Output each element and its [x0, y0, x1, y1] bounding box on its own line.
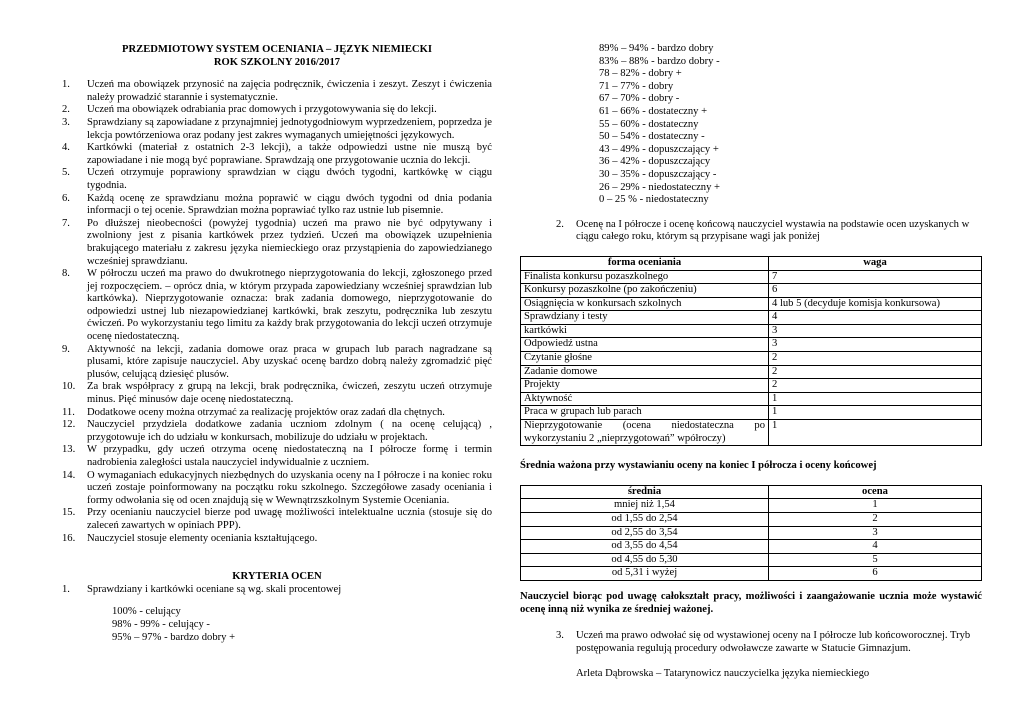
rule-number: 16. — [62, 532, 76, 544]
rule-item — [62, 117, 492, 142]
weights-header-weight: waga — [769, 256, 982, 270]
weights-table-header — [521, 256, 982, 270]
rule-item — [62, 419, 492, 444]
grade-scale-line: 67 – 70% - dobry - — [599, 93, 680, 105]
rule-text: Za brak współpracy z grupą na lekcji, brak podręcznika, ćwiczeń, zeszytu uczeń otrzymuje minus. Pięć minusów daje ocenę niedostateczną. — [87, 381, 492, 406]
grade-scale-line: 100% - celujący — [112, 606, 181, 618]
average-grade-cell: 3 — [769, 526, 982, 540]
average-grade-cell: 1 — [769, 499, 982, 513]
weights-value-cell: 3 — [769, 338, 982, 352]
criteria-item-2-text: Ocenę na I półrocze i ocenę końcową nauczyciel wystawia na podstawie ocen uzyskanych w ciągu całego roku, którym są przypisane wagi jak poniżej — [576, 218, 970, 243]
rule-text: Każdą ocenę ze sprawdzianu można poprawić w ciągu dwóch tygodni od dnia podania informacji o tej ocenie. Sprawdzian można poprawiać tylko raz ustnie lub pisemnie. — [87, 192, 492, 217]
rule-item — [62, 407, 492, 420]
grade-scale-part-1 — [112, 606, 492, 644]
grade-scale-line: 78 – 82% - dobry + — [599, 68, 682, 80]
weights-form-cell: Sprawdziany i testy — [521, 311, 769, 325]
rule-text: Dodatkowe oceny można otrzymać za realizację projektów oraz zadań dla chętnych. — [87, 406, 445, 418]
rule-text: Uczeń ma obowiązek przynosić na zajęcia podręcznik, ćwiczenia i zeszyt. Zeszyt i ćwiczenia należy prowadzić starannie i systematycznie. — [87, 79, 492, 103]
rule-item — [62, 507, 492, 532]
school-year-title: ROK SZKOLNY 2016/2017 — [213, 56, 341, 68]
grade-scale-line: 0 – 25 % - niedostateczny — [599, 194, 709, 206]
rule-text: Sprawdziany są zapowiadane z przynajmniej jednotygodniowym wyprzedzeniem, poprzedza je lekcja powtórzeniowa oraz podany jest zakres wymaganych umiejętności językowych. — [87, 116, 492, 141]
teacher-note: Nauczyciel biorąc pod uwagę całokształt pracy, możliwości i zaangażowanie ucznia może wystawić ocenę inną niż wynika ze średniej ważonej. — [520, 590, 982, 615]
weights-value-cell: 4 — [769, 311, 982, 325]
average-row — [521, 499, 982, 513]
rule-number: 9. — [62, 343, 70, 355]
weights-value-cell: 7 — [769, 270, 982, 284]
criteria-title: KRYTERIA OCEN — [232, 571, 322, 583]
weighted-average-title: Średnia ważona przy wystawianiu oceny na koniec I półrocza i oceny końcowej — [520, 460, 877, 472]
rule-item — [62, 142, 492, 167]
rule-item — [62, 533, 492, 546]
weights-value-cell: 2 — [769, 365, 982, 379]
rule-item — [62, 79, 492, 104]
weights-form-cell: Nieprzygotowanie (ocena niedostateczna po wykorzystaniu 2 „nieprzygotowań” wpółroczy) — [521, 420, 769, 446]
weights-row — [521, 297, 982, 311]
rule-number: 14. — [62, 469, 76, 481]
rule-item — [62, 104, 492, 117]
rule-number: 5. — [62, 167, 70, 179]
rule-text: W półroczu uczeń ma prawo do dwukrotnego nieprzygotowania do lekcji, zgłoszonego przed jej rozpoczęciem. – oprócz dnia, w którym przypada zapowiedziany wcześniej sprawdzian lub kartkówka). Nieprzygotowanie oznacza: brak zadania domowego, nieprzygotowanie do odpowiedzi ustnej lub niezapowiedzianej kartkówki, brak zeszytu, podręcznika lub zeszytu ćwiczeń. Po wykorzystaniu tego limitu za każdy brak przygotowania do lekcji uczeń otrzymuje ocenę niedostateczną. — [87, 268, 492, 343]
rule-text: Nauczyciel przydziela dodatkowe zadania uczniom zdolnym ( na ocenę celującą) , przygotowuje ich do udziału w konkursach, mobilizuje do udziału w projektach. — [87, 419, 492, 443]
rule-number: 3. — [62, 116, 70, 128]
average-range-cell: od 1,55 do 2,54 — [521, 513, 769, 527]
weights-form-cell: kartkówki — [521, 324, 769, 338]
rule-text: Uczeń ma obowiązek odrabiania prac domowych i przygotowywania się do lekcji. — [87, 104, 437, 116]
rule-item — [62, 381, 492, 406]
average-range-cell: od 4,55 do 5,30 — [521, 553, 769, 567]
criteria-item-3-text: Uczeń ma prawo odwołać się od wystawionej oceny na I półrocze lub końcoworocznej. Tryb postępowania regulują procedury odwoławcze zawarte w Statucie Gimnazjum. — [576, 630, 971, 654]
grade-scale-line: 30 – 35% - dopuszczający - — [599, 168, 717, 180]
rule-number: 4. — [62, 142, 70, 154]
rule-number: 1. — [62, 79, 70, 91]
rule-text: W przypadku, gdy uczeń otrzyma ocenę niedostateczną na I półrocze formę i termin nadrobienia zaległości ustala nauczyciel indywidualnie z uczniem. — [87, 444, 492, 468]
rule-number: 10. — [62, 381, 76, 393]
weights-form-cell: Zadanie domowe — [521, 365, 769, 379]
rule-number: 7. — [62, 217, 70, 229]
weights-form-cell: Finalista konkursu pozaszkolnego — [521, 270, 769, 284]
weights-row — [521, 352, 982, 366]
average-range-cell: od 2,55 do 3,54 — [521, 526, 769, 540]
rule-number: 6. — [62, 192, 70, 204]
weights-value-cell: 4 lub 5 (decyduje komisja konkursowa) — [769, 297, 982, 311]
average-grade-cell: 4 — [769, 540, 982, 554]
left-column — [62, 0, 492, 644]
average-header-mean: średnia — [521, 485, 769, 499]
average-row — [521, 553, 982, 567]
weights-row — [521, 365, 982, 379]
average-table-header — [521, 485, 982, 499]
weights-value-cell: 3 — [769, 324, 982, 338]
weights-form-cell: Czytanie głośne — [521, 352, 769, 366]
average-header-grade: ocena — [769, 485, 982, 499]
weights-value-cell: 1 — [769, 392, 982, 406]
average-row — [521, 567, 982, 581]
rule-text: Przy ocenianiu nauczyciel bierze pod uwagę możliwości intelektualne ucznia (stosuje się do zaleceń zawartych w opiniach PPP). — [87, 507, 492, 531]
weights-form-cell: Osiągnięcia w konkursach szkolnych — [521, 297, 769, 311]
right-column — [520, 0, 982, 681]
weights-value-cell: 1 — [769, 420, 982, 446]
weights-form-cell: Praca w grupach lub parach — [521, 406, 769, 420]
criteria-item-2 — [520, 219, 982, 244]
grade-scale-line: 36 – 42% - dopuszczający — [599, 156, 711, 168]
grade-scale-line: 26 – 29% - niedostateczny + — [599, 181, 721, 193]
average-grade-cell: 6 — [769, 567, 982, 581]
criteria-item-2-number: 2. — [556, 218, 564, 230]
weights-row — [521, 392, 982, 406]
average-row — [521, 540, 982, 554]
weights-form-cell: Konkursy pozaszkolne (po zakończeniu) — [521, 284, 769, 298]
rule-item — [62, 268, 492, 344]
average-row — [521, 513, 982, 527]
weights-form-cell: Projekty — [521, 379, 769, 393]
criteria-item-1 — [62, 584, 492, 597]
weights-value-cell: 6 — [769, 284, 982, 298]
average-range-cell: mniej niż 1,54 — [521, 499, 769, 513]
weights-value-cell: 2 — [769, 379, 982, 393]
weights-row — [521, 270, 982, 284]
rule-text: Kartkówki (materiał z ostatnich 2-3 lekcji), a także odpowiedzi ustne nie muszą być zapowiadane i nie mogą być poprawiane. Sprawdzają one przygotowanie ucznia do lekcji. — [87, 142, 492, 166]
weights-form-cell: Odpowiedź ustna — [521, 338, 769, 352]
rule-text: O wymaganiach edukacyjnych niezbędnych do uzyskania oceny na I półrocze i na koniec roku uczeń zostaje poinformowany na początku roku szkolnego. Szczegółowe zasady oceniania i formy odwołania się od ocen znajdują się w Wewnątrzszkolnym Systemie Oceniania. — [87, 469, 492, 506]
rule-number: 15. — [62, 507, 76, 519]
signature: Arleta Dąbrowska – Tatarynowicz nauczycielka języka niemieckiego — [576, 668, 870, 680]
grade-scale-line: 50 – 54% - dostateczny - — [599, 131, 705, 143]
rule-number: 8. — [62, 268, 70, 280]
grade-scale-line: 43 – 49% - dopuszczający + — [599, 143, 719, 155]
weights-row — [521, 338, 982, 352]
average-range-cell: od 3,55 do 4,54 — [521, 540, 769, 554]
weights-value-cell: 1 — [769, 406, 982, 420]
grade-scale-line: 61 – 66% - dostateczny + — [599, 105, 708, 117]
grade-scale-line: 95% – 97% - bardzo dobry + — [112, 631, 236, 643]
grade-scale-line: 55 – 60% - dostateczny — [599, 118, 699, 130]
rule-number: 13. — [62, 444, 76, 456]
rule-item — [62, 344, 492, 382]
rule-text: Nauczyciel stosuje elementy oceniania kształtującego. — [87, 532, 318, 544]
grade-scale-line: 71 – 77% - dobry — [599, 80, 674, 92]
rule-number: 2. — [62, 104, 70, 116]
rule-item — [62, 470, 492, 508]
average-table — [520, 485, 982, 581]
grade-scale-part-2 — [599, 43, 982, 207]
rule-text: Uczeń otrzymuje poprawiony sprawdzian w ciągu dwóch tygodni, kartkówkę w ciągu tygodnia. — [87, 167, 492, 191]
grade-scale-line: 89% – 94% - bardzo dobry — [599, 43, 714, 54]
rule-number: 12. — [62, 419, 76, 431]
average-grade-cell: 2 — [769, 513, 982, 527]
weights-header-form: forma oceniania — [521, 256, 769, 270]
rule-text: Po dłuższej nieobecności (powyżej tygodnia) uczeń ma prawo nie być odpytywany i zwolniony jest z pisania kartkówek przez tydzień. Uczeń ma obowiązek uzupełnienia brakującego materiału z zakresu języka niemieckiego oraz przystąpienia do zapowiedzianego wcześniej sprawdzianu. — [87, 217, 492, 267]
document-title: PRZEDMIOTOWY SYSTEM OCENIANIA – JĘZYK NIEMIECKI — [122, 44, 432, 55]
weights-row — [521, 311, 982, 325]
weights-row — [521, 406, 982, 420]
rule-item — [62, 193, 492, 218]
rule-item — [62, 444, 492, 469]
average-grade-cell: 5 — [769, 553, 982, 567]
criteria-item-1-text: Sprawdziany i kartkówki oceniane są wg. skali procentowej — [87, 583, 342, 595]
weights-row — [521, 420, 982, 446]
grade-scale-line: 83% – 88% - bardzo dobry - — [599, 55, 720, 67]
weights-form-cell: Aktywność — [521, 392, 769, 406]
weights-value-cell: 2 — [769, 352, 982, 366]
rule-item — [62, 167, 492, 192]
average-range-cell: od 5,31 i wyżej — [521, 567, 769, 581]
criteria-item-1-number: 1. — [62, 583, 70, 595]
grade-scale-line: 98% - 99% - celujący - — [112, 618, 210, 630]
rule-text: Aktywność na lekcji, zadania domowe oraz praca w grupach lub parach nagradzane są plusami, które zapisuje nauczyciel. Aby uzyskać ocenę bardzo dobrą należy zgromadzić pięć plusów, celującą dziesięć plusów. — [87, 343, 492, 380]
weights-row — [521, 284, 982, 298]
criteria-item-3 — [520, 630, 982, 655]
rule-number: 11. — [62, 406, 75, 418]
rules-list — [62, 79, 492, 545]
weights-row — [521, 324, 982, 338]
weights-table — [520, 256, 982, 446]
weights-row — [521, 379, 982, 393]
rule-item — [62, 218, 492, 268]
average-row — [521, 526, 982, 540]
criteria-item-3-number: 3. — [556, 630, 564, 642]
